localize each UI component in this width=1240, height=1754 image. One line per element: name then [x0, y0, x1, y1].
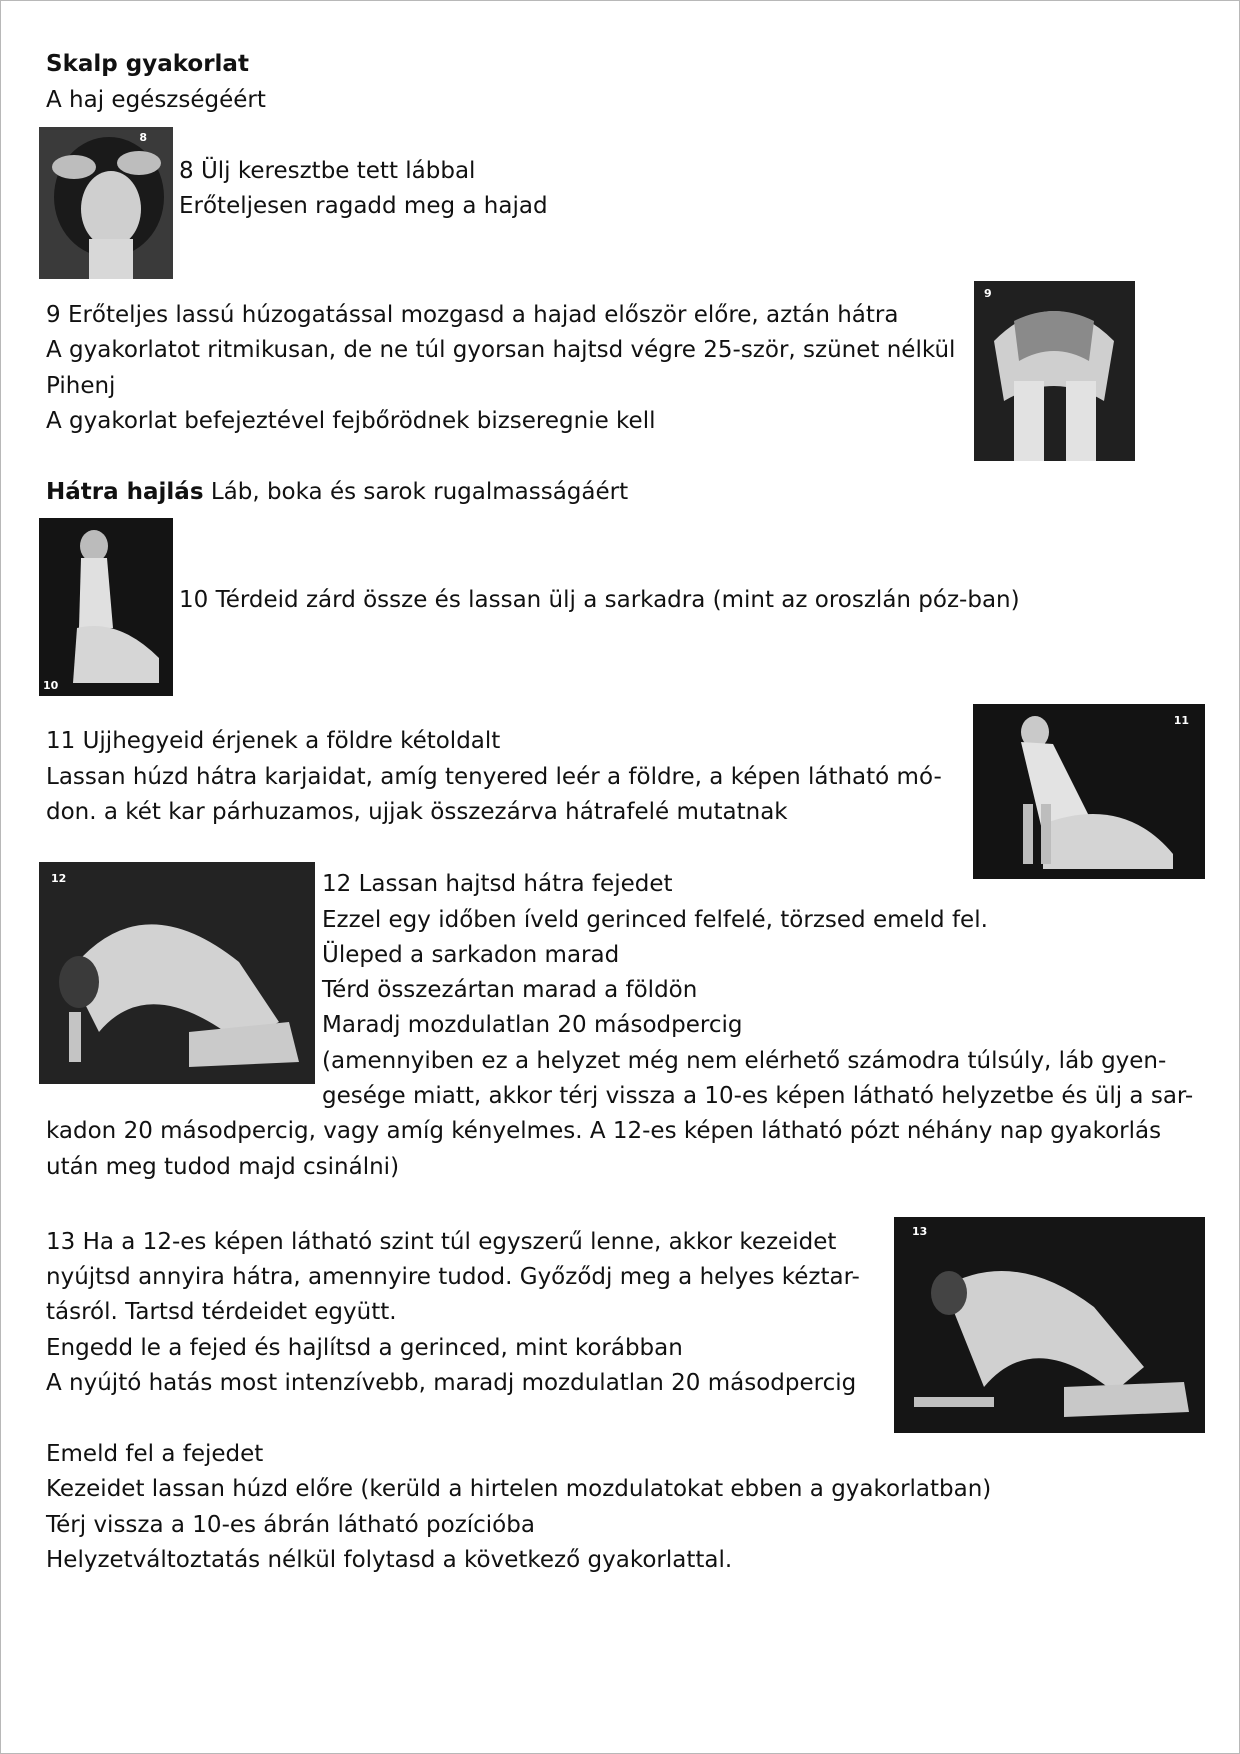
photo-13-figure: [894, 1217, 1205, 1433]
closing-line-1: Emeld fel a fejedet: [46, 1441, 264, 1467]
closing-line-2: Kezeidet lassan húzd előre (kerüld a hirtelen mozdulatokat ebben a gyakorlatban): [46, 1476, 992, 1502]
photo-number: 12: [51, 872, 67, 885]
photo-12-figure: [39, 862, 315, 1084]
step12-line-6: (amennyiben ez a helyzet még nem elérhető számodra túlsúly, láb gyen-: [322, 1048, 1167, 1074]
step11-line-2: Lassan húzd hátra karjaidat, amíg tenyered leér a földre, a képen látható mó-: [46, 764, 942, 790]
photo-9: [974, 281, 1135, 461]
photo-9-figure: [974, 281, 1135, 461]
section-subtitle-backbend: Láb, boka és sarok rugalmasságáért: [203, 479, 629, 505]
step12-line-3: Üleped a sarkadon marad: [322, 942, 620, 968]
step8-line-1: 8 Ülj keresztbe tett lábbal: [179, 158, 476, 184]
photo-11: [973, 704, 1205, 879]
step13-line-2: nyújtsd annyira hátra, amennyire tudod. Győződj meg a helyes kéztar-: [46, 1264, 860, 1290]
step11-line-1: 11 Ujjhegyeid érjenek a földre kétoldalt: [46, 728, 501, 754]
step13-line-4: Engedd le a fejed és hajlítsd a gerinced, mint korábban: [46, 1335, 683, 1361]
closing-line-4: Helyzetváltoztatás nélkül folytasd a következő gyakorlattal.: [46, 1547, 733, 1573]
photo-number: 8: [139, 131, 147, 144]
photo-13: [894, 1217, 1205, 1433]
photo-10-figure: [39, 518, 173, 696]
step9-line-3: Pihenj: [46, 373, 116, 399]
photo-8-figure: [39, 127, 173, 279]
photo-number: 13: [912, 1225, 928, 1238]
step12-line-4: Térd összezártan marad a földön: [322, 977, 698, 1003]
photo-8: [39, 127, 173, 279]
photo-10: [39, 518, 173, 696]
step12-line-9: után meg tudod majd csinálni): [46, 1154, 400, 1180]
section-title-backbend: Hátra hajlás: [46, 479, 204, 505]
step9-line-4: A gyakorlat befejeztével fejbőrödnek bizseregnie kell: [46, 408, 656, 434]
step12-line-5: Maradj mozdulatlan 20 másodpercig: [322, 1012, 743, 1038]
step10-line-1: 10 Térdeid zárd össze és lassan ülj a sarkadra (mint az oroszlán póz-ban): [179, 587, 1020, 613]
section-title-scalp: Skalp gyakorlat: [46, 51, 249, 77]
step12-line-1: 12 Lassan hajtsd hátra fejedet: [322, 871, 673, 897]
step12-line-2: Ezzel egy időben íveld gerinced felfelé, törzsed emeld fel.: [322, 907, 988, 933]
section-subtitle-scalp: A haj egészségéért: [46, 87, 266, 113]
photo-12: [39, 862, 315, 1084]
photo-number: 10: [43, 679, 59, 692]
photo-number: 9: [984, 287, 992, 300]
photo-11-figure: [973, 704, 1205, 879]
step12-line-7: gesége miatt, akkor térj vissza a 10-es képen látható helyzetbe és ülj a sar-: [322, 1083, 1194, 1109]
step8-line-2: Erőteljesen ragadd meg a hajad: [179, 193, 548, 219]
step13-line-1: 13 Ha a 12-es képen látható szint túl egyszerű lenne, akkor kezeidet: [46, 1229, 837, 1255]
step11-line-3: don. a két kar párhuzamos, ujjak összezárva hátrafelé mutatnak: [46, 799, 788, 825]
step13-line-3: tásról. Tartsd térdeidet együtt.: [46, 1299, 397, 1325]
step9-line-2: A gyakorlatot ritmikusan, de ne túl gyorsan hajtsd végre 25-ször, szünet nélkül: [46, 337, 956, 363]
step9-line-1: 9 Erőteljes lassú húzogatással mozgasd a hajad először előre, aztán hátra: [46, 302, 899, 328]
step12-line-8: kadon 20 másodpercig, vagy amíg kényelmes. A 12-es képen látható pózt néhány nap gyakorlás: [46, 1118, 1162, 1144]
section-heading-backbend: [46, 474, 628, 510]
closing-line-3: Térj vissza a 10-es ábrán látható pozícióba: [46, 1512, 535, 1538]
photo-number: 11: [1173, 714, 1189, 727]
step13-line-5: A nyújtó hatás most intenzívebb, maradj mozdulatlan 20 másodpercig: [46, 1370, 857, 1396]
